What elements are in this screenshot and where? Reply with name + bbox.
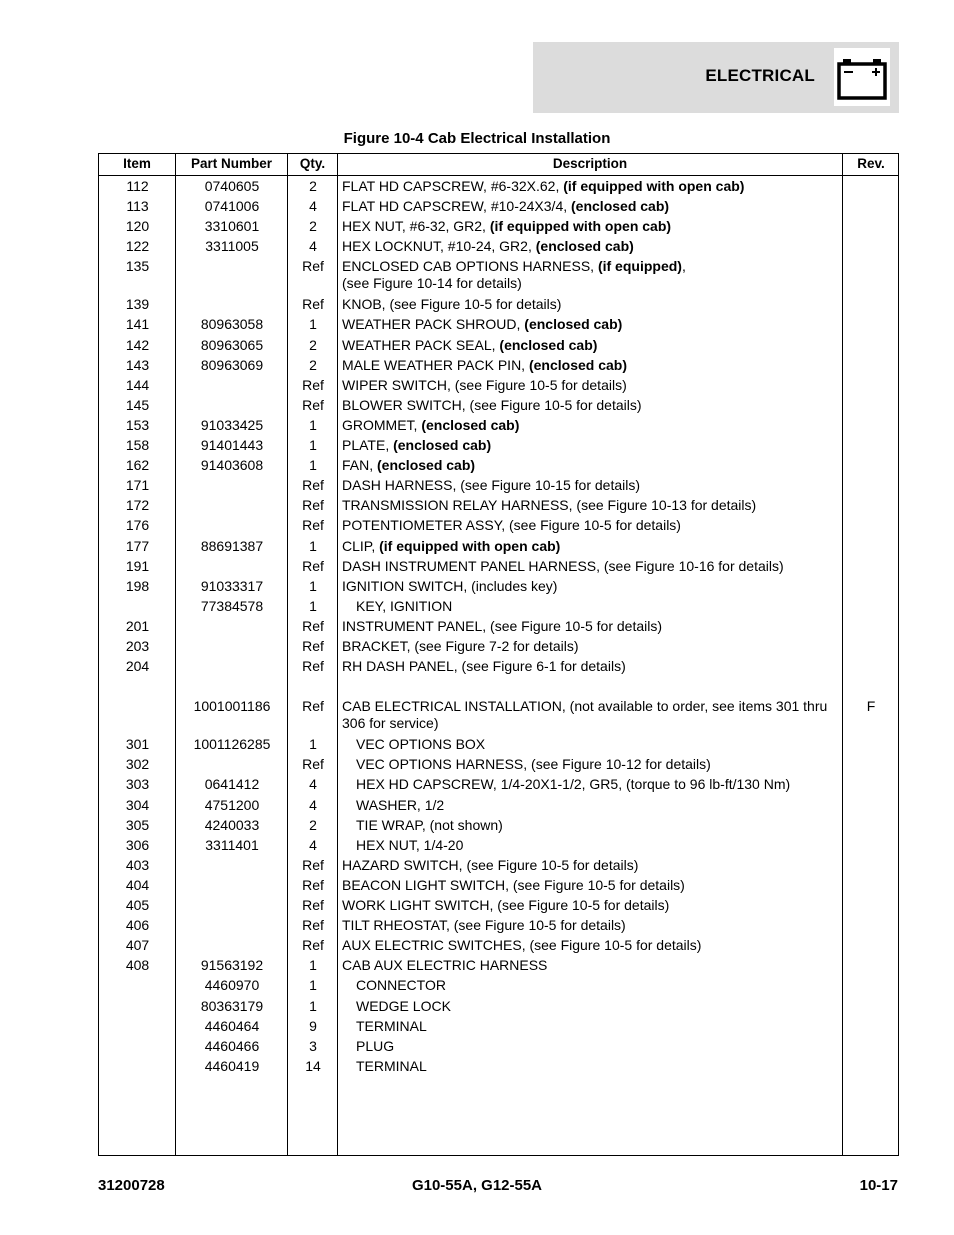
- item-number: 142: [125, 336, 150, 353]
- description-text: WORK LIGHT SWITCH, (see Figure 10-5 for details): [342, 897, 670, 913]
- item-number: 153: [125, 416, 150, 433]
- footer-model: G10-55A, G12-55A: [411, 1177, 543, 1194]
- description: [342, 658, 838, 675]
- section-header: [533, 42, 899, 113]
- description-text: KNOB, (see Figure 10-5 for details): [342, 296, 562, 313]
- description-note: (if equipped with open cab): [379, 537, 561, 554]
- description-text: CAB AUX ELECTRIC HARNESS: [342, 957, 548, 974]
- item-number: 204: [125, 658, 150, 675]
- description-text: TRANSMISSION RELAY HARNESS, (see Figure 10-13 for details): [342, 497, 757, 514]
- description: [342, 977, 852, 994]
- description: [342, 736, 852, 753]
- part-number: 91033317: [200, 577, 264, 594]
- description-text: MALE WEATHER PACK PIN,: [342, 356, 529, 373]
- quantity: 4: [309, 238, 317, 255]
- description-text: FLAT HD CAPSCREW, #10-24X3/4,: [342, 198, 572, 215]
- item-number: 191: [125, 557, 150, 574]
- description-text: CONNECTOR: [356, 977, 446, 994]
- item-number: 112: [126, 178, 149, 194]
- description: [342, 957, 838, 974]
- quantity: 1: [309, 537, 317, 554]
- description-text: PLATE,: [342, 437, 394, 453]
- description: [342, 1038, 852, 1055]
- part-number: 80963058: [200, 316, 264, 333]
- quantity: Ref: [302, 876, 324, 893]
- description-note: (enclosed cab): [535, 238, 634, 255]
- description-text: BRACKET, (see Figure 7-2 for details): [342, 638, 579, 654]
- description-note: (enclosed cab): [524, 316, 623, 333]
- description-text: FAN,: [342, 457, 378, 474]
- quantity: Ref: [302, 756, 324, 773]
- description: [342, 618, 838, 635]
- description-text: WEDGE LOCK: [356, 997, 451, 1014]
- description: [342, 817, 852, 834]
- description-text: HAZARD SWITCH, (see Figure 10-5 for details): [342, 856, 639, 873]
- quantity: 2: [309, 178, 317, 194]
- quantity: 1: [309, 997, 317, 1014]
- description-text: HEX HD CAPSCREW, 1/4-20X1-1/2, GR5, (torque to 96 lb-ft/130 Nm): [356, 776, 791, 793]
- item-number: 305: [125, 816, 150, 833]
- description-continued: 306 for service): [342, 715, 439, 732]
- quantity: 1: [309, 597, 317, 614]
- description-text: HEX LOCKNUT, #10-24, GR2,: [342, 238, 536, 255]
- description: [342, 477, 838, 494]
- description: [342, 457, 838, 474]
- item-number: 162: [125, 457, 150, 474]
- quantity: 4: [309, 836, 317, 853]
- description-note: (enclosed cab): [571, 198, 670, 215]
- quantity: 1: [309, 577, 317, 594]
- quantity: 2: [309, 356, 317, 373]
- item-number: 171: [125, 477, 150, 494]
- quantity: Ref: [302, 396, 324, 413]
- description-text: WASHER, 1/2: [356, 796, 445, 813]
- description: [342, 538, 838, 555]
- quantity: 4: [309, 796, 317, 813]
- header-qty: Qty.: [299, 156, 326, 171]
- quantity: Ref: [302, 497, 324, 514]
- part-number: 91401443: [200, 437, 264, 453]
- description-note: (enclosed cab): [528, 356, 627, 373]
- description-text: IGNITION SWITCH, (includes key): [342, 577, 558, 594]
- quantity: Ref: [302, 517, 324, 534]
- quantity: 9: [309, 1017, 317, 1034]
- description-text: AUX ELECTRIC SWITCHES, (see Figure 10-5 for details): [342, 937, 702, 954]
- description: [342, 218, 838, 235]
- item-number: 403: [125, 856, 150, 873]
- item-number: 302: [125, 756, 150, 773]
- part-number: 4240033: [204, 816, 260, 833]
- quantity: Ref: [302, 897, 324, 913]
- description-text: WEATHER PACK SEAL,: [342, 336, 500, 353]
- part-number: 80963065: [200, 336, 264, 353]
- part-number: 4460466: [204, 1037, 260, 1054]
- quantity: Ref: [302, 698, 324, 715]
- part-number: 3311005: [205, 238, 259, 255]
- quantity: 1: [309, 457, 317, 474]
- description-note: (enclosed cab): [377, 457, 476, 474]
- description-text: WIPER SWITCH, (see Figure 10-5 for details): [342, 376, 627, 393]
- description-text: RH DASH PANEL, (see Figure 6-1 for details): [342, 658, 626, 675]
- description-text: ENCLOSED CAB OPTIONS HARNESS,: [342, 258, 598, 275]
- description-text: CAB ELECTRICAL INSTALLATION, (not available to order, see items 301 thru: [342, 698, 828, 715]
- description-text: KEY, IGNITION: [356, 597, 453, 614]
- header-item: Item: [123, 156, 151, 171]
- quantity: 1: [309, 437, 317, 453]
- description-text: GROMMET,: [342, 416, 422, 433]
- description-text: POTENTIOMETER ASSY, (see Figure 10-5 for details): [342, 517, 681, 534]
- item-number: 301: [125, 736, 150, 753]
- item-number: 201: [125, 617, 150, 634]
- quantity: 4: [309, 776, 317, 793]
- item-number: 113: [126, 198, 149, 215]
- quantity: Ref: [302, 937, 324, 954]
- item-number: 143: [125, 356, 150, 373]
- part-number: 3310601: [204, 218, 260, 235]
- quantity: 1: [309, 416, 317, 433]
- description: [342, 917, 838, 934]
- description-text: DASH INSTRUMENT PANEL HARNESS, (see Figure 10-16 for details): [342, 557, 784, 574]
- part-number: 1001126285: [193, 736, 271, 753]
- description: [342, 258, 838, 292]
- description-note: (if equipped): [597, 258, 682, 275]
- description: [342, 937, 838, 954]
- item-number: 139: [125, 296, 150, 313]
- description: [342, 756, 852, 773]
- quantity: 1: [309, 957, 317, 974]
- description: [342, 437, 838, 454]
- description-text: VEC OPTIONS HARNESS, (see Figure 10-12 for details): [356, 756, 711, 773]
- quantity: Ref: [302, 296, 324, 313]
- quantity: Ref: [302, 258, 324, 275]
- description: [342, 397, 838, 414]
- part-number: 80363179: [200, 997, 264, 1014]
- description: [342, 598, 852, 615]
- item-number: 304: [125, 796, 150, 813]
- part-number: 4460419: [204, 1057, 260, 1074]
- description-text: TILT RHEOSTAT, (see Figure 10-5 for details): [342, 917, 626, 934]
- quantity: Ref: [302, 658, 324, 675]
- description: [342, 337, 838, 354]
- description: [342, 377, 838, 394]
- quantity: 14: [305, 1057, 321, 1074]
- description: [342, 178, 838, 195]
- description: [342, 897, 838, 914]
- description: [342, 857, 838, 874]
- quantity: 3: [309, 1037, 317, 1054]
- quantity: 4: [309, 198, 317, 215]
- part-number: 80963069: [200, 356, 264, 373]
- header-divider: [99, 175, 898, 176]
- item-number: 120: [125, 218, 150, 235]
- item-number: 408: [125, 957, 150, 974]
- header-description: Description: [552, 156, 628, 171]
- description-text: BEACON LIGHT SWITCH, (see Figure 10-5 for details): [342, 876, 685, 893]
- item-number: 144: [125, 376, 150, 393]
- description-continued: (see Figure 10-14 for details): [342, 275, 522, 292]
- description-punct: ,: [681, 258, 686, 275]
- quantity: 1: [309, 316, 317, 333]
- description: [342, 578, 838, 595]
- description-text: TERMINAL: [356, 1057, 427, 1074]
- description-text: HEX NUT, #6-32, GR2,: [342, 218, 490, 235]
- item-number: 406: [125, 917, 150, 934]
- part-number: 77384578: [200, 597, 264, 614]
- item-number: 203: [125, 638, 150, 654]
- revision: F: [866, 698, 876, 715]
- item-number: 122: [125, 238, 150, 255]
- quantity: 2: [309, 816, 317, 833]
- description: [342, 698, 838, 732]
- description: [342, 1058, 852, 1075]
- part-number: 0740605: [204, 178, 260, 194]
- part-number: 0641412: [204, 776, 260, 793]
- description-text: HEX NUT, 1/4-20: [356, 836, 464, 853]
- description: [342, 497, 838, 514]
- item-number: 145: [125, 396, 150, 413]
- quantity: Ref: [302, 477, 324, 494]
- description: [342, 877, 838, 894]
- footer-document-number: 31200728: [98, 1177, 165, 1194]
- description: [342, 1018, 852, 1035]
- item-number: 135: [125, 258, 150, 275]
- quantity: 1: [309, 736, 317, 753]
- description: [342, 357, 838, 374]
- item-number: 176: [125, 517, 150, 534]
- description-note: (enclosed cab): [393, 437, 492, 453]
- quantity: Ref: [302, 638, 324, 654]
- description: [342, 316, 838, 333]
- description-text: VEC OPTIONS BOX: [356, 736, 486, 753]
- figure-title: Figure 10-4 Cab Electrical Installation: [343, 130, 611, 147]
- description: [342, 998, 852, 1015]
- item-number: 407: [125, 937, 150, 954]
- quantity: Ref: [302, 617, 324, 634]
- description-text: PLUG: [356, 1037, 395, 1054]
- quantity: Ref: [302, 557, 324, 574]
- item-number: 306: [125, 836, 150, 853]
- description-text: TIE WRAP, (not shown): [356, 816, 503, 833]
- quantity: 2: [309, 218, 317, 235]
- part-number: 91563192: [200, 957, 264, 974]
- description: [342, 238, 838, 255]
- item-number: 141: [125, 316, 150, 333]
- description-note: (if equipped with open cab): [489, 218, 672, 235]
- description-text: TERMINAL: [356, 1017, 427, 1034]
- description-text: INSTRUMENT PANEL, (see Figure 10-5 for details): [342, 617, 663, 634]
- part-number: 4460464: [204, 1017, 260, 1034]
- description-text: BLOWER SWITCH, (see Figure 10-5 for details): [342, 396, 642, 413]
- part-number: 3311401: [205, 836, 259, 853]
- footer-page-number: 10-17: [859, 1177, 898, 1194]
- item-number: 172: [125, 497, 150, 514]
- item-number: 303: [125, 776, 150, 793]
- item-number: 404: [125, 876, 150, 893]
- quantity: 1: [309, 977, 317, 994]
- description-text: DASH HARNESS, (see Figure 10-15 for details): [342, 477, 640, 494]
- header-rev: Rev.: [857, 156, 885, 171]
- quantity: Ref: [302, 917, 324, 934]
- part-number: 1001001186: [193, 698, 271, 715]
- quantity: Ref: [302, 376, 324, 393]
- description: [342, 296, 838, 313]
- description: [342, 517, 838, 534]
- description-note: (enclosed cab): [421, 416, 520, 433]
- description-note: (enclosed cab): [499, 336, 598, 353]
- parts-table: [98, 153, 899, 1156]
- description: [342, 198, 838, 215]
- description-text: WEATHER PACK SHROUD,: [342, 316, 525, 333]
- part-number: 91033425: [200, 416, 264, 433]
- description: [342, 837, 852, 854]
- part-number: 4460970: [204, 977, 260, 994]
- header-part-number: Part Number: [190, 156, 273, 171]
- quantity: Ref: [302, 856, 324, 873]
- part-number: 91403608: [200, 457, 264, 474]
- item-number: 198: [125, 577, 150, 594]
- description-text: CLIP,: [342, 537, 380, 554]
- description-text: FLAT HD CAPSCREW, #6-32X.62,: [342, 178, 564, 194]
- item-number: 405: [125, 897, 150, 913]
- quantity: 2: [309, 336, 317, 353]
- description: [342, 776, 852, 793]
- part-number: 88691387: [200, 537, 264, 554]
- description: [342, 417, 838, 434]
- battery-icon: [834, 48, 890, 106]
- section-title: ELECTRICAL: [705, 66, 815, 85]
- part-number: 4751200: [204, 796, 260, 813]
- description-note: (if equipped with open cab): [563, 178, 745, 194]
- description: [342, 558, 838, 575]
- item-number: 158: [125, 437, 150, 453]
- part-number: 0741006: [204, 198, 260, 215]
- description: [342, 797, 852, 814]
- item-number: 177: [125, 537, 150, 554]
- description: [342, 638, 838, 655]
